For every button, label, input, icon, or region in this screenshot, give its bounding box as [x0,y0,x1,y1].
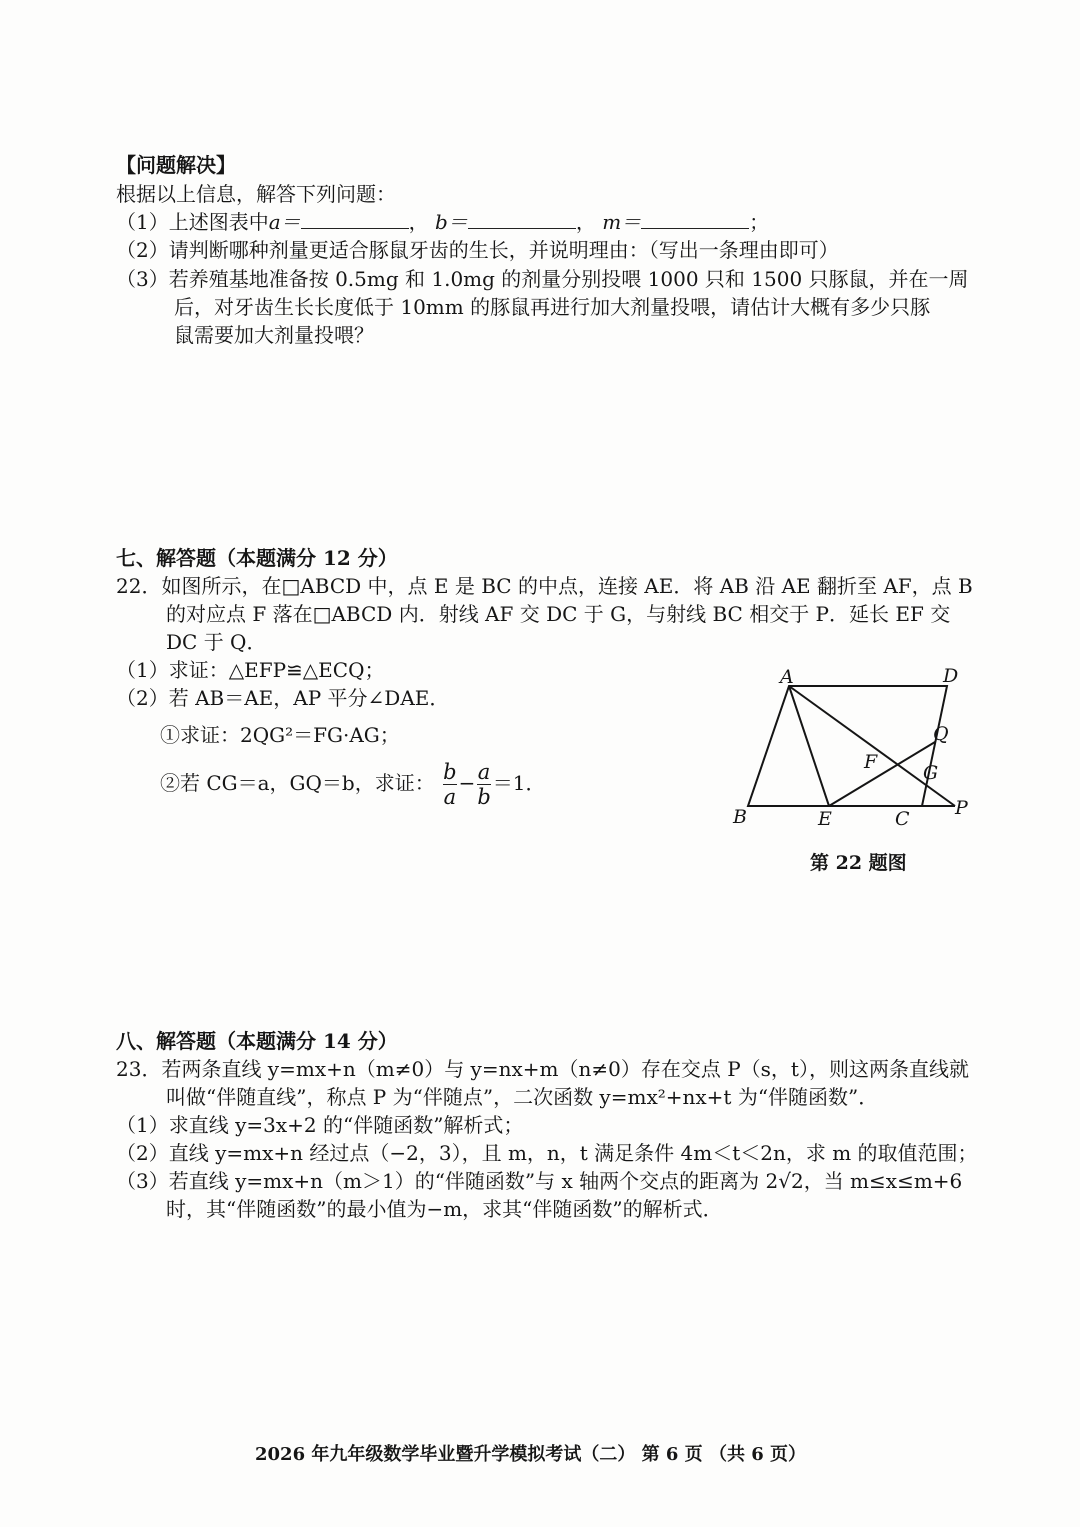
q22-sub-2-2-prefix: ②若 CG＝a，GQ＝b，求证： [160,771,435,795]
answer-blank-a[interactable] [301,210,409,229]
q23-sub-3-line-1: （3）若直线 y=mx+n（m＞1）的“伴随函数”与 x 轴两个交点的距离为 2√2，当 m≤x≤m+6 [116,1169,963,1193]
q1-m-label: m＝ [602,210,642,234]
q1-a-label: a＝ [268,210,301,234]
section-heading-problem-solving: 【问题解决】 [116,153,236,177]
fraction-a-over-b [477,760,490,809]
q22-line-3: DC 于 Q． [166,630,267,654]
q23-sub-2: （2）直线 y=mx+n 经过点（−2，3），且 m，n，t 满足条件 4m＜t＜2n，求 m 的取值范围； [116,1141,978,1165]
label-g: G [923,762,939,784]
question-1 [116,209,769,235]
label-b: B [733,806,747,828]
q23-line-2: 叫做“伴随直线”，称点 P 为“伴随点”，二次函数 y=mx²+nx+t 为“伴随函数”． [166,1085,879,1109]
q22-sub-2-2-suffix: ＝1． [492,771,546,795]
question-3-line-3: 鼠需要加大剂量投喂？ [174,323,374,347]
frac1-numerator: b [443,760,457,784]
question-3-line-1: （3）若养殖基地准备按 0.5mg 和 1.0mg 的剂量分别投喂 1000 只和 1500 只豚鼠，并在一周 [116,267,969,291]
geometry-figure-q22 [725,660,985,835]
q22-sub-1: （1）求证：△EFP≌△ECQ； [116,658,385,682]
question-3-line-2: 后，对牙齿生长长度低于 10mm 的豚鼠再进行加大剂量投喂，请估计大概有多少只豚 [174,295,931,319]
frac1-denominator: a [443,785,457,809]
segment-ae [789,686,829,806]
problem-intro: 根据以上信息，解答下列问题： [116,182,396,206]
q22-sub-2-1: ①求证：2QG²＝FG·AG； [160,723,400,747]
frac2-numerator: a [477,760,491,784]
answer-blank-m[interactable] [641,210,749,229]
segment-eq [829,742,935,806]
label-f: F [864,751,878,773]
q22-sub-2: （2）若 AB＝AE，AP 平分∠DAE． [116,686,450,710]
q23-line-1: 23．若两条直线 y=mx+n（m≠0）与 y=nx+m（n≠0）存在交点 P（s，t），则这两条直线就 [116,1057,969,1081]
answer-blank-b[interactable] [468,210,576,229]
q22-line-2: 的对应点 F 落在□ABCD 内．射线 AF 交 DC 于 G，与射线 BC 相交于 P．延长 EF 交 [166,602,951,626]
q1-prefix: （1）上述图表中 [116,210,269,234]
q22-sub-2-2 [160,755,546,811]
q1-end: ； [749,210,770,234]
label-c: C [895,808,910,830]
minus-sign: − [458,771,476,795]
q1-b-label: b＝ [435,210,468,234]
label-a: A [780,666,794,688]
section-heading-8: 八、解答题（本题满分 14 分） [116,1029,398,1053]
q23-sub-1: （1）求直线 y=3x+2 的“伴随函数”解析式； [116,1113,524,1137]
label-e: E [818,808,832,830]
question-2: （2）请判断哪种剂量更适合豚鼠牙齿的生长，并说明理由：（写出一条理由即可） [116,238,839,262]
label-p: P [955,797,968,819]
page-footer: 2026 年九年级数学毕业暨升学模拟考试（二） 第 6 页 （共 6 页） [255,1444,807,1465]
parallelogram-abcd [748,686,947,806]
label-q: Q [933,723,949,745]
q23-sub-3-line-2: 时，其“伴随函数”的最小值为−m，求其“伴随函数”的解析式． [166,1197,723,1221]
q22-line-1: 22．如图所示，在□ABCD 中，点 E 是 BC 的中点，连接 AE．将 AB 沿 AE 翻折至 AF，点 B [116,574,973,598]
frac2-denominator: b [477,785,491,809]
q1-sep-2: ， [575,210,596,234]
figure-caption: 第 22 题图 [810,852,907,874]
label-d: D [943,665,959,687]
q1-sep: ， [408,210,429,234]
section-heading-7: 七、解答题（本题满分 12 分） [116,546,398,570]
fraction-b-over-a [443,760,456,809]
